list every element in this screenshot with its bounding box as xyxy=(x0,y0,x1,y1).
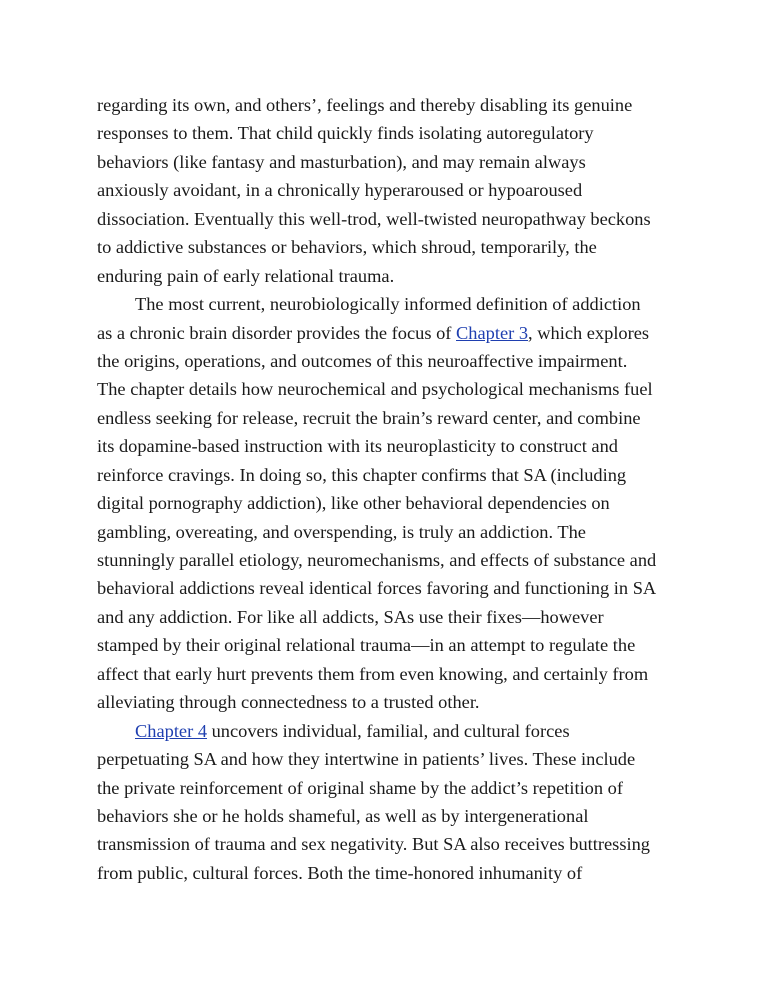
paragraph-2 xyxy=(97,290,697,717)
text-line: The most current, neurobiologically informed definition of addiction xyxy=(135,294,641,315)
text-line: dissociation. Eventually this well-trod, well-twisted neuropathway beckons xyxy=(97,208,651,229)
paragraph-1 xyxy=(97,91,697,290)
text-line: behaviors she or he holds shameful, as well as by intergenerational xyxy=(97,805,589,826)
chapter-4-link[interactable]: Chapter 4 xyxy=(135,720,208,741)
text-line: and any addiction. For like all addicts, SAs use their fixes—however xyxy=(97,606,604,627)
text-line: anxiously avoidant, in a chronically hyperaroused or hypoaroused xyxy=(97,180,583,201)
text-line: digital pornography addiction), like other behavioral dependencies on xyxy=(97,493,610,514)
body-text xyxy=(97,91,697,887)
paragraph-3 xyxy=(97,717,697,888)
text-fragment: , which explores xyxy=(528,322,650,343)
text-line xyxy=(97,717,697,745)
text-line: alleviating through connectedness to a trusted other. xyxy=(97,692,480,713)
text-line: The chapter details how neurochemical and psychological mechanisms fuel xyxy=(97,379,653,400)
text-line: transmission of trauma and sex negativity. But SA also receives buttressing xyxy=(97,834,650,855)
chapter-3-link[interactable]: Chapter 3 xyxy=(456,322,529,343)
text-line: behavioral addictions reveal identical forces favoring and functioning in SA xyxy=(97,578,657,599)
text-line: perpetuating SA and how they intertwine in patients’ lives. These include xyxy=(97,749,636,770)
text-line: its dopamine-based instruction with its neuroplasticity to construct and xyxy=(97,436,618,457)
text-line: the origins, operations, and outcomes of this neuroaffective impairment. xyxy=(97,350,628,371)
text-line xyxy=(97,319,697,347)
text-line: endless seeking for release, recruit the brain’s reward center, and combine xyxy=(97,407,641,428)
text-line: to addictive substances or behaviors, which shroud, temporarily, the xyxy=(97,237,597,258)
text-fragment: uncovers individual, familial, and cultural forces xyxy=(207,720,570,741)
text-line: affect that early hurt prevents them from even knowing, and certainly from xyxy=(97,663,649,684)
text-line: stamped by their original relational trauma—in an attempt to regulate the xyxy=(97,635,636,656)
text-line: gambling, overeating, and overspending, is truly an addiction. The xyxy=(97,521,586,542)
text-line: enduring pain of early relational trauma. xyxy=(97,265,395,286)
text-line: the private reinforcement of original shame by the addict’s repetition of xyxy=(97,777,623,798)
text-line: behaviors (like fantasy and masturbation), and may remain always xyxy=(97,151,586,172)
text-line: from public, cultural forces. Both the time-honored inhumanity of xyxy=(97,862,583,883)
text-line: reinforce cravings. In doing so, this chapter confirms that SA (including xyxy=(97,464,627,485)
text-line: regarding its own, and others’, feelings and thereby disabling its genuine xyxy=(97,95,633,115)
text-fragment: as a chronic brain disorder provides the focus of xyxy=(97,322,457,343)
text-line: responses to them. That child quickly finds isolating autoregulatory xyxy=(97,123,594,144)
text-line: stunningly parallel etiology, neuromechanisms, and effects of substance and xyxy=(97,550,657,570)
